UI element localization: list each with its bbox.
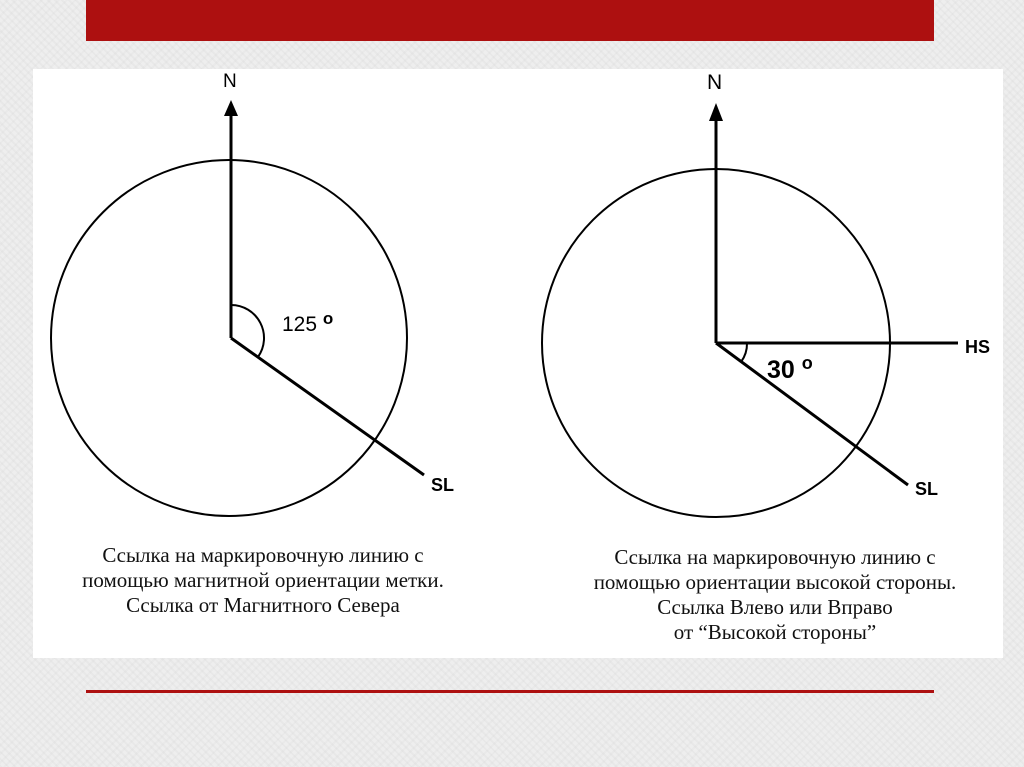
svg-text:30 o	[767, 353, 813, 384]
right-caption	[530, 545, 1020, 645]
left-angle-degree: o	[322, 309, 334, 328]
right-north-label: N	[707, 71, 723, 94]
right-hs-label: HS	[965, 337, 991, 357]
left-caption	[33, 543, 493, 618]
left-angle-value: 125	[282, 313, 318, 336]
left-sl-line	[231, 338, 424, 475]
right-diagram	[542, 71, 990, 517]
left-caption-line-1: Ссылка на маркировочную линию с	[102, 543, 424, 567]
svg-text:125 o	[282, 309, 333, 336]
right-sl-label: SL	[915, 479, 939, 499]
left-caption-line-3: Ссылка от Магнитного Севера	[126, 593, 400, 617]
left-north-arrow-icon	[224, 100, 238, 116]
right-caption-line-2: помощью ориентации высокой стороны.	[593, 570, 957, 594]
left-north-label: N	[223, 71, 237, 92]
right-angle-arc	[741, 343, 747, 362]
right-angle-degree: o	[801, 353, 813, 373]
bottom-accent-rule	[86, 690, 934, 693]
left-sl-label: SL	[431, 475, 455, 495]
right-caption-line-4: от “Высокой стороны”	[673, 620, 877, 644]
right-angle-value: 30	[767, 356, 795, 384]
right-caption-line-3: Ссылка Влево или Вправо	[657, 595, 893, 619]
right-caption-line-1: Ссылка на маркировочную линию с	[614, 545, 936, 569]
left-circle	[51, 160, 407, 516]
left-caption-line-2: помощью магнитной ориентации метки.	[82, 568, 444, 592]
right-north-arrow-icon	[709, 103, 723, 121]
left-diagram	[51, 71, 454, 516]
